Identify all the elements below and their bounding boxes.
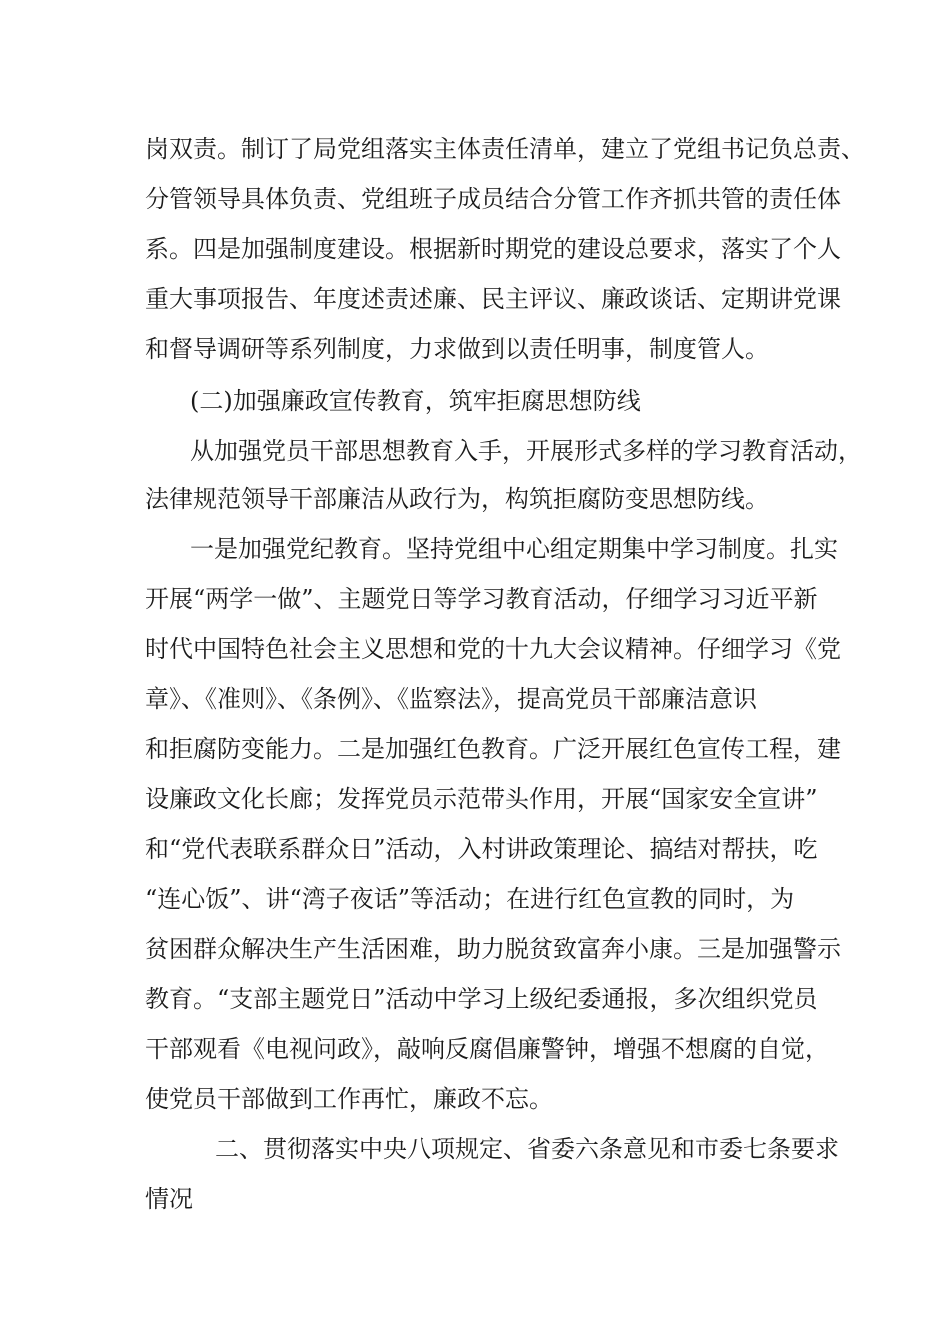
text-line: 重大事项报告、年度述责述廉、民主评议、廉政谈话、定期讲党课 [145,285,841,313]
text-line: 法律规范领导干部廉洁从政行为，构筑拒腐防变思想防线。 [145,485,769,513]
text-line: 干部观看《电视问政》，敲响反腐倡廉警钟，增强不想腐的自觉， [145,1035,829,1063]
text-line: 从加强党员干部思想教育入手，开展形式多样的学习教育活动， [190,437,862,465]
text-line: 和督导调研等系列制度，力求做到以责任明事，制度管人。 [145,335,769,363]
section-heading: (二)加强廉政宣传教育，筑牢拒腐思想防线 [190,387,641,415]
text-line: 时代中国特色社会主义思想和党的十九大会议精神。仔细学习《党 [145,635,841,663]
section-heading: 二、贯彻落实中央八项规定、省委六条意见和市委七条要求 [215,1135,839,1163]
text-line: 分管领导具体负责、党组班子成员结合分管工作齐抓共管的责任体 [145,185,841,213]
text-line: 系。四是加强制度建设。根据新时期党的建设总要求，落实了个人 [145,235,841,263]
text-line: 开展“两学一做”、主题党日等学习教育活动，仔细学习习近平新 [145,585,818,613]
text-line: 章》、《准则》、《条例》、《监察法》，提高党员干部廉洁意识 [145,685,757,713]
text-line: 使党员干部做到工作再忙，廉政不忘。 [145,1085,553,1113]
text-line: 一是加强党纪教育。坚持党组中心组定期集中学习制度。扎实 [190,535,838,563]
text-line: 贫困群众解决生产生活困难，助力脱贫致富奔小康。三是加强警示 [145,935,841,963]
section-heading-continued: 情况 [145,1185,193,1213]
text-line: 岗双责。制订了局党组落实主体责任清单，建立了党组书记负总责、 [145,135,865,163]
text-line: 和“党代表联系群众日”活动，入村讲政策理论、搞结对帮扶，吃 [145,835,818,863]
text-line: 和拒腐防变能力。二是加强红色教育。广泛开展红色宣传工程，建 [145,735,841,763]
text-line: 设廉政文化长廊；发挥党员示范带头作用，开展“国家安全宣讲” [145,785,818,813]
text-line: 教育。“支部主题党日”活动中学习上级纪委通报，多次组织党员 [145,985,818,1013]
text-line: “连心饭”、讲“湾子夜话”等活动；在进行红色宣教的同时，为 [145,885,795,913]
